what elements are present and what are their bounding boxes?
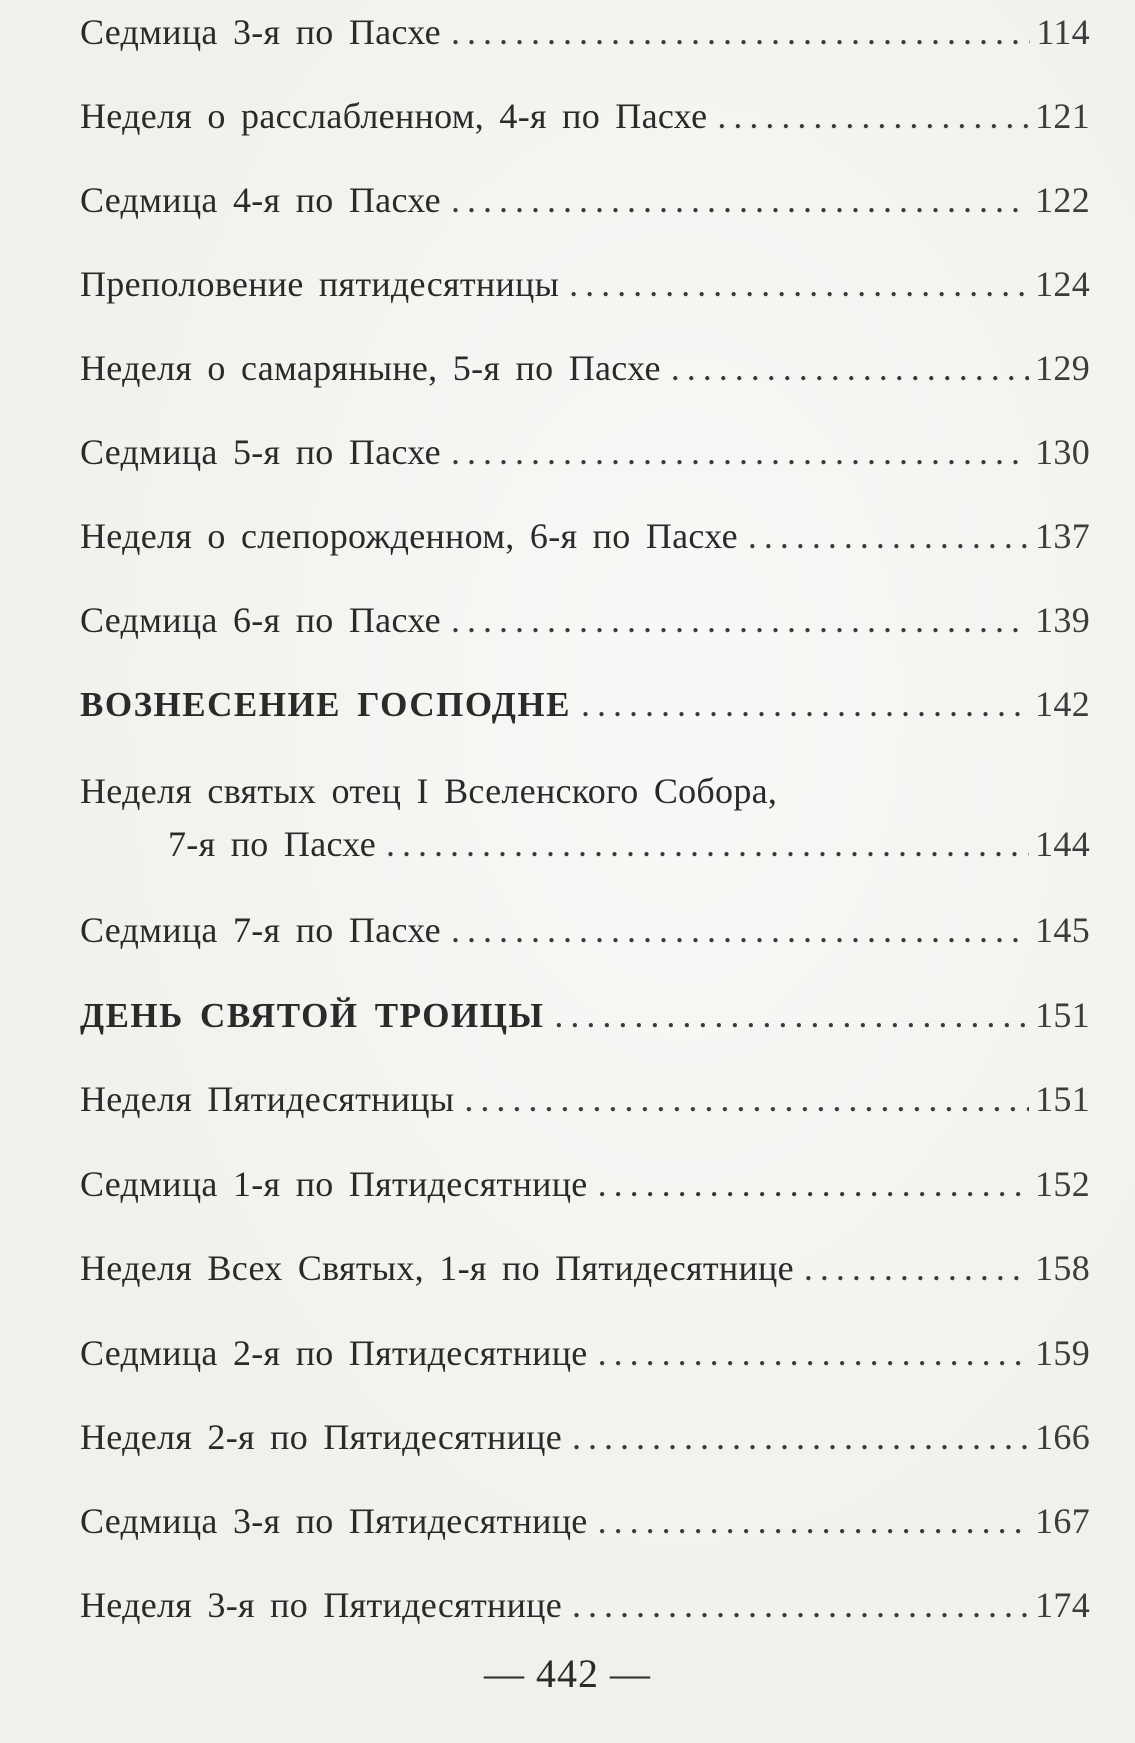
toc-entry-page: 130 [1035,432,1090,472]
toc-entry-page: 122 [1035,180,1090,220]
toc-entry-title: Неделя 2-я по Пятидесятнице [80,1417,563,1457]
toc-entry-title: Седмица 2-я по Пятидесятнице [80,1333,588,1373]
toc-entry[interactable] [80,518,1090,554]
dot-leader [581,686,1029,722]
toc-entry[interactable] [80,1503,1090,1539]
toc-entry-title: ДЕНЬ СВЯТОЙ ТРОИЦЫ [80,996,545,1035]
toc-entry[interactable] [80,1587,1090,1623]
toc-entry-page: 167 [1035,1501,1090,1541]
toc-entry[interactable] [80,350,1090,386]
dot-leader [748,518,1029,554]
toc-entry-title: Седмица 4-я по Пасхе [80,180,441,220]
toc-entry-page: 152 [1035,1164,1090,1204]
toc-entry[interactable] [80,1081,1090,1117]
toc-entry-title: Неделя Пятидесятницы [80,1079,455,1119]
toc-entry-page: 166 [1035,1417,1090,1457]
toc-entry-title: Седмица 3-я по Пасхе [80,12,441,52]
toc-entry-title: Седмица 5-я по Пасхе [80,432,441,472]
dot-leader [451,182,1029,218]
toc-entry[interactable] [80,826,1090,862]
toc-entry[interactable] [80,434,1090,470]
dot-leader [451,912,1029,948]
toc-entry-title: Неделя Всех Святых, 1-я по Пятидесятнице [80,1248,794,1288]
dot-leader [598,1503,1030,1539]
toc-entry-page: 151 [1035,995,1090,1035]
toc-entry[interactable] [80,1166,1090,1202]
toc-entry-title: ВОЗНЕСЕНИЕ ГОСПОДНЕ [80,685,571,724]
dot-leader [569,266,1029,302]
dot-leader [671,350,1029,386]
toc-entry[interactable] [80,182,1090,218]
toc-entry-page: 137 [1035,516,1090,556]
toc-section-heading[interactable] [80,997,1090,1033]
dot-leader [451,602,1029,638]
toc-entry-title: Седмица 3-я по Пятидесятнице [80,1501,588,1541]
toc-entry-page: 129 [1035,348,1090,388]
dot-leader [464,1081,1029,1117]
toc-entry[interactable] [80,1335,1090,1371]
dot-leader [598,1166,1030,1202]
toc-entry-title: Преполовение пятидесятницы [80,264,560,304]
toc-entry[interactable] [80,1250,1090,1286]
toc-entry-page: 144 [1035,824,1090,864]
toc-entry-page: 139 [1035,600,1090,640]
dot-leader [386,826,1029,862]
page-number: — 442 — [484,1651,651,1696]
toc-section-heading[interactable] [80,686,1090,722]
toc-entry-page: 114 [1036,12,1090,52]
toc-entry-title: Седмица 1-я по Пятидесятнице [80,1164,588,1204]
toc-entry-title: Неделя о расслабленном, 4-я по Пасхе [80,96,708,136]
toc-entry-page: 159 [1035,1333,1090,1373]
toc-entry[interactable] [80,1419,1090,1455]
dot-leader [717,98,1029,134]
toc-entry[interactable] [80,266,1090,302]
dot-leader [572,1587,1029,1623]
toc-entry-title: Неделя 3-я по Пятидесятнице [80,1585,563,1625]
toc-entry-title: Седмица 6-я по Пасхе [80,600,441,640]
toc-entry-page: 124 [1035,264,1090,304]
dot-leader [804,1250,1029,1286]
dot-leader [598,1335,1030,1371]
dot-leader [451,434,1029,470]
toc-entry[interactable] [80,602,1090,638]
dot-leader [554,997,1029,1033]
toc-entry[interactable] [80,98,1090,134]
toc-entry-title: Седмица 7-я по Пасхе [80,910,441,950]
toc-entry[interactable] [80,14,1090,50]
toc-entry-title-line1[interactable]: Неделя святых отец I Вселенского Собора, [80,771,778,811]
toc-entry[interactable] [80,912,1090,948]
toc-entry-title: Неделя о самаряныне, 5-я по Пасхе [80,348,661,388]
toc-entry-page: 145 [1035,910,1090,950]
toc-entry-page: 151 [1035,1079,1090,1119]
toc-entry-page: 158 [1035,1248,1090,1288]
toc-entry-page: 142 [1035,684,1090,724]
toc-entry-page: 121 [1035,96,1090,136]
dot-leader [451,14,1030,50]
toc-entry-page: 174 [1035,1585,1090,1625]
dot-leader [572,1419,1029,1455]
toc-entry-title: 7-я по Пасхе [168,824,376,864]
toc-entry-title: Неделя о слепорожденном, 6-я по Пасхе [80,516,738,556]
